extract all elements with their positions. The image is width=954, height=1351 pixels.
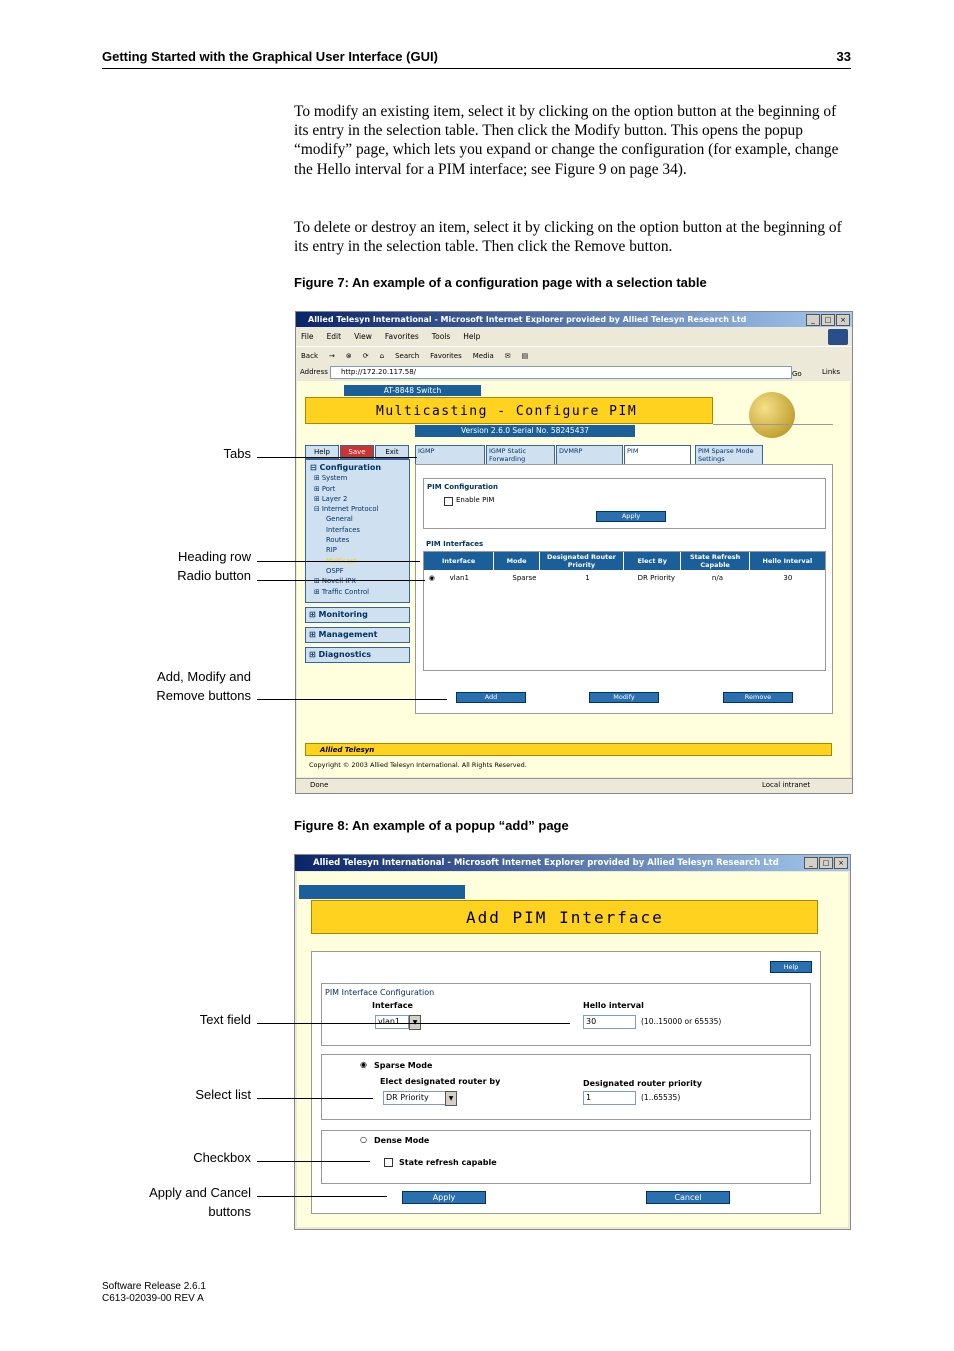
- interface-config-box: [321, 983, 811, 1046]
- table-row[interactable]: [424, 572, 825, 584]
- nav-item[interactable]: ⊞ System: [314, 474, 348, 483]
- column-header: Designated Router Priority: [540, 552, 624, 570]
- enable-pim-label: Enable PIM: [456, 496, 495, 504]
- popup-window-controls: [804, 857, 848, 869]
- dr-priority-label: Designated router priority: [583, 1079, 702, 1088]
- row-radio-button[interactable]: ◉: [428, 574, 435, 582]
- nav-section-label: Management: [318, 630, 378, 639]
- figure7-browser-window: [295, 311, 853, 794]
- cell-interface: vlan1: [449, 574, 469, 582]
- page-banner: Multicasting - Configure PIM: [305, 397, 713, 424]
- callout-select-list: Select list: [195, 1087, 251, 1102]
- cell-priority: 1: [585, 574, 590, 582]
- elect-by-select[interactable]: DR Priority: [383, 1091, 447, 1105]
- close-icon[interactable]: ×: [834, 857, 848, 869]
- running-header: Getting Started with the Graphical User Interface (GUI): [102, 49, 438, 64]
- chevron-down-icon[interactable]: ▼: [445, 1091, 457, 1106]
- callout-line: [257, 1196, 387, 1197]
- dense-radio-button[interactable]: ○: [360, 1135, 367, 1144]
- tab-dvmrp[interactable]: DVMRP: [556, 445, 623, 466]
- enable-pim-checkbox[interactable]: [444, 497, 453, 506]
- elect-label: Elect designated router by: [380, 1077, 501, 1086]
- nav-tree: [305, 459, 410, 603]
- links-label[interactable]: Links: [822, 368, 840, 376]
- help-button[interactable]: Help: [305, 445, 339, 459]
- nav-configuration-label: Configuration: [319, 463, 382, 472]
- callout-radio-button: Radio button: [177, 568, 251, 583]
- cancel-button[interactable]: Cancel: [646, 1191, 730, 1204]
- print-icon[interactable]: ▤: [521, 352, 529, 360]
- version-bar: Version 2.6.0 Serial No. 58245437: [415, 425, 635, 437]
- callout-line: [257, 1023, 570, 1024]
- nav-item[interactable]: [326, 566, 409, 576]
- state-refresh-checkbox[interactable]: [384, 1158, 393, 1167]
- modify-button[interactable]: Modify: [589, 692, 659, 703]
- apply-button[interactable]: Apply: [596, 511, 666, 522]
- sparse-mode-box: [321, 1054, 811, 1120]
- apply-button[interactable]: Apply: [402, 1191, 486, 1204]
- add-button[interactable]: Add: [456, 692, 526, 703]
- dr-priority-range: (1..65535): [641, 1093, 681, 1102]
- nav-item-label: Novell IPX: [321, 577, 357, 586]
- remove-button[interactable]: Remove: [723, 692, 793, 703]
- switch-name: AT-8848 Switch: [344, 385, 481, 396]
- toolbar: [296, 346, 852, 365]
- state-refresh-label: State refresh capable: [399, 1158, 497, 1167]
- callout-line: [257, 580, 425, 581]
- dr-priority-input[interactable]: 1: [583, 1091, 636, 1105]
- callout-apply-cancel: Apply and Cancel: [149, 1185, 251, 1200]
- nav-item-label: Routes: [326, 536, 350, 545]
- pim-main-panel: [415, 464, 833, 714]
- cell-state-refresh: n/a: [711, 574, 724, 582]
- menu-tools[interactable]: Tools: [431, 332, 451, 341]
- interface-label: Interface: [372, 1001, 413, 1010]
- minimize-icon[interactable]: _: [804, 857, 818, 869]
- nav-item[interactable]: ⊟ Internet Protocol: [314, 505, 379, 514]
- nav-item-label: System: [321, 474, 348, 483]
- nav-section-label: Monitoring: [318, 610, 368, 619]
- menu-view[interactable]: View: [354, 332, 372, 341]
- nav-section-management[interactable]: ⊞ Management: [305, 627, 410, 643]
- callout-line: [257, 561, 420, 562]
- column-header: Hello Interval: [750, 552, 825, 570]
- callout-line: [257, 1161, 370, 1162]
- column-header: State Refresh Capable: [681, 552, 749, 570]
- banner-rule: [713, 424, 833, 425]
- callout-checkbox: Checkbox: [193, 1150, 251, 1165]
- popup-titlebar: Allied Telesyn International - Microsoft Internet Explorer provided by Allied Telesyn Research Ltd: [295, 855, 850, 871]
- status-zone: Local intranet: [762, 781, 811, 789]
- callout-buttons: buttons: [208, 1204, 251, 1219]
- favorites-button[interactable]: Favorites: [430, 352, 462, 360]
- nav-section-monitoring[interactable]: ⊞ Monitoring: [305, 607, 410, 623]
- nav-configuration[interactable]: ⊟ Configuration: [310, 463, 382, 472]
- sparse-radio-button[interactable]: ◉: [360, 1060, 367, 1069]
- pim-config-box: [423, 478, 826, 529]
- nav-item[interactable]: ⊞ Layer 2: [314, 494, 348, 503]
- nav-item[interactable]: ⊞ Traffic Control: [314, 587, 370, 596]
- sparse-mode-label: Sparse Mode: [374, 1061, 433, 1070]
- callout-tabs: Tabs: [223, 446, 251, 461]
- figure8-popup-window: [294, 854, 851, 1230]
- callout-text-field: Text field: [199, 1012, 251, 1027]
- pim-interfaces-title: PIM Interfaces: [426, 540, 484, 548]
- nav-item-label: RIP: [326, 546, 337, 555]
- back-button[interactable]: Back: [301, 352, 318, 360]
- media-button[interactable]: Media: [472, 352, 494, 360]
- page-footer: [102, 1281, 206, 1305]
- menu-file[interactable]: File: [301, 332, 314, 341]
- modify-paragraph: To modify an existing item, select it by clicking on the option button at the beginning of its entry in the selection table. Then click the Modify button. This opens the popup “modify” page, which lets you expand or change the configuration (for example, change the Hello interval for a PIM interface; see Figure 9 on page 34).: [294, 103, 839, 178]
- column-header: Mode: [494, 552, 540, 570]
- callout-add-modify: Add, Modify and: [157, 669, 251, 684]
- nav-item-label: OSPF: [326, 566, 344, 575]
- popup-form-panel: [311, 951, 821, 1214]
- status-bar: [296, 778, 852, 793]
- minimize-icon[interactable]: _: [806, 314, 820, 326]
- cell-mode: Sparse: [512, 574, 537, 582]
- nav-item-label: General: [326, 515, 353, 524]
- figure8-caption: Figure 8: An example of a popup “add” page: [294, 818, 569, 833]
- nav-item-label: Port: [321, 484, 336, 493]
- search-button[interactable]: Search: [395, 352, 420, 360]
- tab-pim-sparse[interactable]: PIM Sparse Mode Settings: [695, 445, 763, 466]
- hello-range: (10..15000 or 65535): [641, 1017, 722, 1026]
- menu-favorites[interactable]: Favorites: [384, 332, 419, 341]
- exit-button[interactable]: Exit: [375, 445, 409, 459]
- maximize-icon[interactable]: □: [821, 314, 835, 326]
- figure7-caption: Figure 7: An example of a configuration page with a selection table: [294, 275, 707, 290]
- callout-remove-buttons: Remove buttons: [156, 688, 251, 703]
- nav-item-label: Multicast: [326, 556, 357, 565]
- column-header: Interface: [424, 552, 494, 570]
- popup-content: [297, 872, 848, 1227]
- config-title: PIM Interface Configuration: [325, 988, 435, 997]
- nav-section-label: Diagnostics: [318, 650, 372, 659]
- maximize-icon[interactable]: □: [819, 857, 833, 869]
- header-rule: [102, 68, 851, 69]
- nav-section-diagnostics[interactable]: ⊞ Diagnostics: [305, 647, 410, 663]
- nav-item-label: Internet Protocol: [321, 505, 379, 514]
- table-heading-row: [424, 552, 825, 570]
- dense-mode-label: Dense Mode: [374, 1136, 430, 1145]
- footer-logo: Allied Telesyn: [305, 743, 832, 756]
- tab-igmp-static[interactable]: IGMP Static Forwarding: [486, 445, 555, 466]
- address-input[interactable]: http://172.20.117.58/: [330, 366, 792, 379]
- menu-edit[interactable]: Edit: [326, 332, 342, 341]
- callout-line: [257, 457, 417, 458]
- tab-pim[interactable]: PIM: [624, 445, 691, 467]
- window-titlebar: Allied Telesyn International - Microsoft Internet Explorer provided by Allied Telesyn Research Ltd: [296, 312, 852, 327]
- callout-heading-row: Heading row: [178, 549, 251, 564]
- go-button[interactable]: Go: [792, 370, 802, 378]
- nav-item[interactable]: [326, 545, 409, 555]
- nav-item[interactable]: [326, 514, 409, 524]
- cell-elect-by: DR Priority: [637, 574, 676, 582]
- menu-help[interactable]: Help: [463, 332, 481, 341]
- dense-mode-box: [321, 1130, 811, 1184]
- cell-hello: 30: [783, 574, 793, 582]
- forward-arrow-icon[interactable]: →: [329, 352, 335, 360]
- help-button[interactable]: Help: [770, 961, 812, 973]
- tab-igmp[interactable]: IGMP: [415, 445, 485, 466]
- window-controls: [806, 314, 850, 326]
- delete-paragraph: To delete or destroy an item, select it by clicking on the option button at the beginning of its entry in the selection table. Then click the Remove button.: [294, 219, 842, 256]
- mail-icon[interactable]: ✉: [504, 352, 511, 360]
- callout-line: [257, 699, 447, 700]
- status-done: Done: [310, 781, 329, 789]
- chevron-down-icon[interactable]: ▼: [409, 1015, 421, 1030]
- nav-item[interactable]: ⊞ Port: [314, 484, 336, 493]
- nav-item-label: Traffic Control: [321, 587, 370, 596]
- nav-item-label: Interfaces: [326, 525, 360, 534]
- close-icon[interactable]: ×: [836, 314, 850, 326]
- hello-interval-input[interactable]: 30: [583, 1015, 636, 1029]
- ie-logo-icon: [828, 329, 848, 345]
- pim-interfaces-table: [423, 551, 826, 671]
- interface-select[interactable]: vlan1: [375, 1015, 409, 1029]
- callout-line: [257, 1098, 373, 1099]
- stop-icon[interactable]: ⊗: [345, 352, 352, 360]
- refresh-icon[interactable]: ⟳: [362, 352, 369, 360]
- popup-blue-bar: [299, 885, 465, 899]
- nav-item[interactable]: ⊞ Novell IPX: [314, 577, 357, 586]
- copyright: Copyright © 2003 Allied Telesyn International. All Rights Reserved.: [309, 761, 527, 769]
- address-bar: [296, 364, 852, 380]
- nav-item-label: Layer 2: [321, 494, 348, 503]
- pim-config-title: PIM Configuration: [427, 483, 498, 491]
- save-button[interactable]: Save: [340, 445, 374, 459]
- software-release: Software Release 2.6.1: [102, 1281, 206, 1292]
- hello-label: Hello interval: [583, 1001, 644, 1010]
- address-label: Address: [300, 368, 328, 376]
- globe-logo-icon: [749, 392, 795, 438]
- menu-bar: [296, 328, 852, 346]
- nav-item[interactable]: [326, 525, 409, 535]
- nav-item[interactable]: [326, 535, 409, 545]
- page-content: [297, 381, 850, 777]
- popup-banner: Add PIM Interface: [311, 900, 818, 934]
- document-id: C613-02039-00 REV A: [102, 1293, 204, 1304]
- column-header: Elect By: [624, 552, 681, 570]
- home-icon[interactable]: ⌂: [379, 352, 385, 360]
- page-number: 33: [836, 49, 851, 64]
